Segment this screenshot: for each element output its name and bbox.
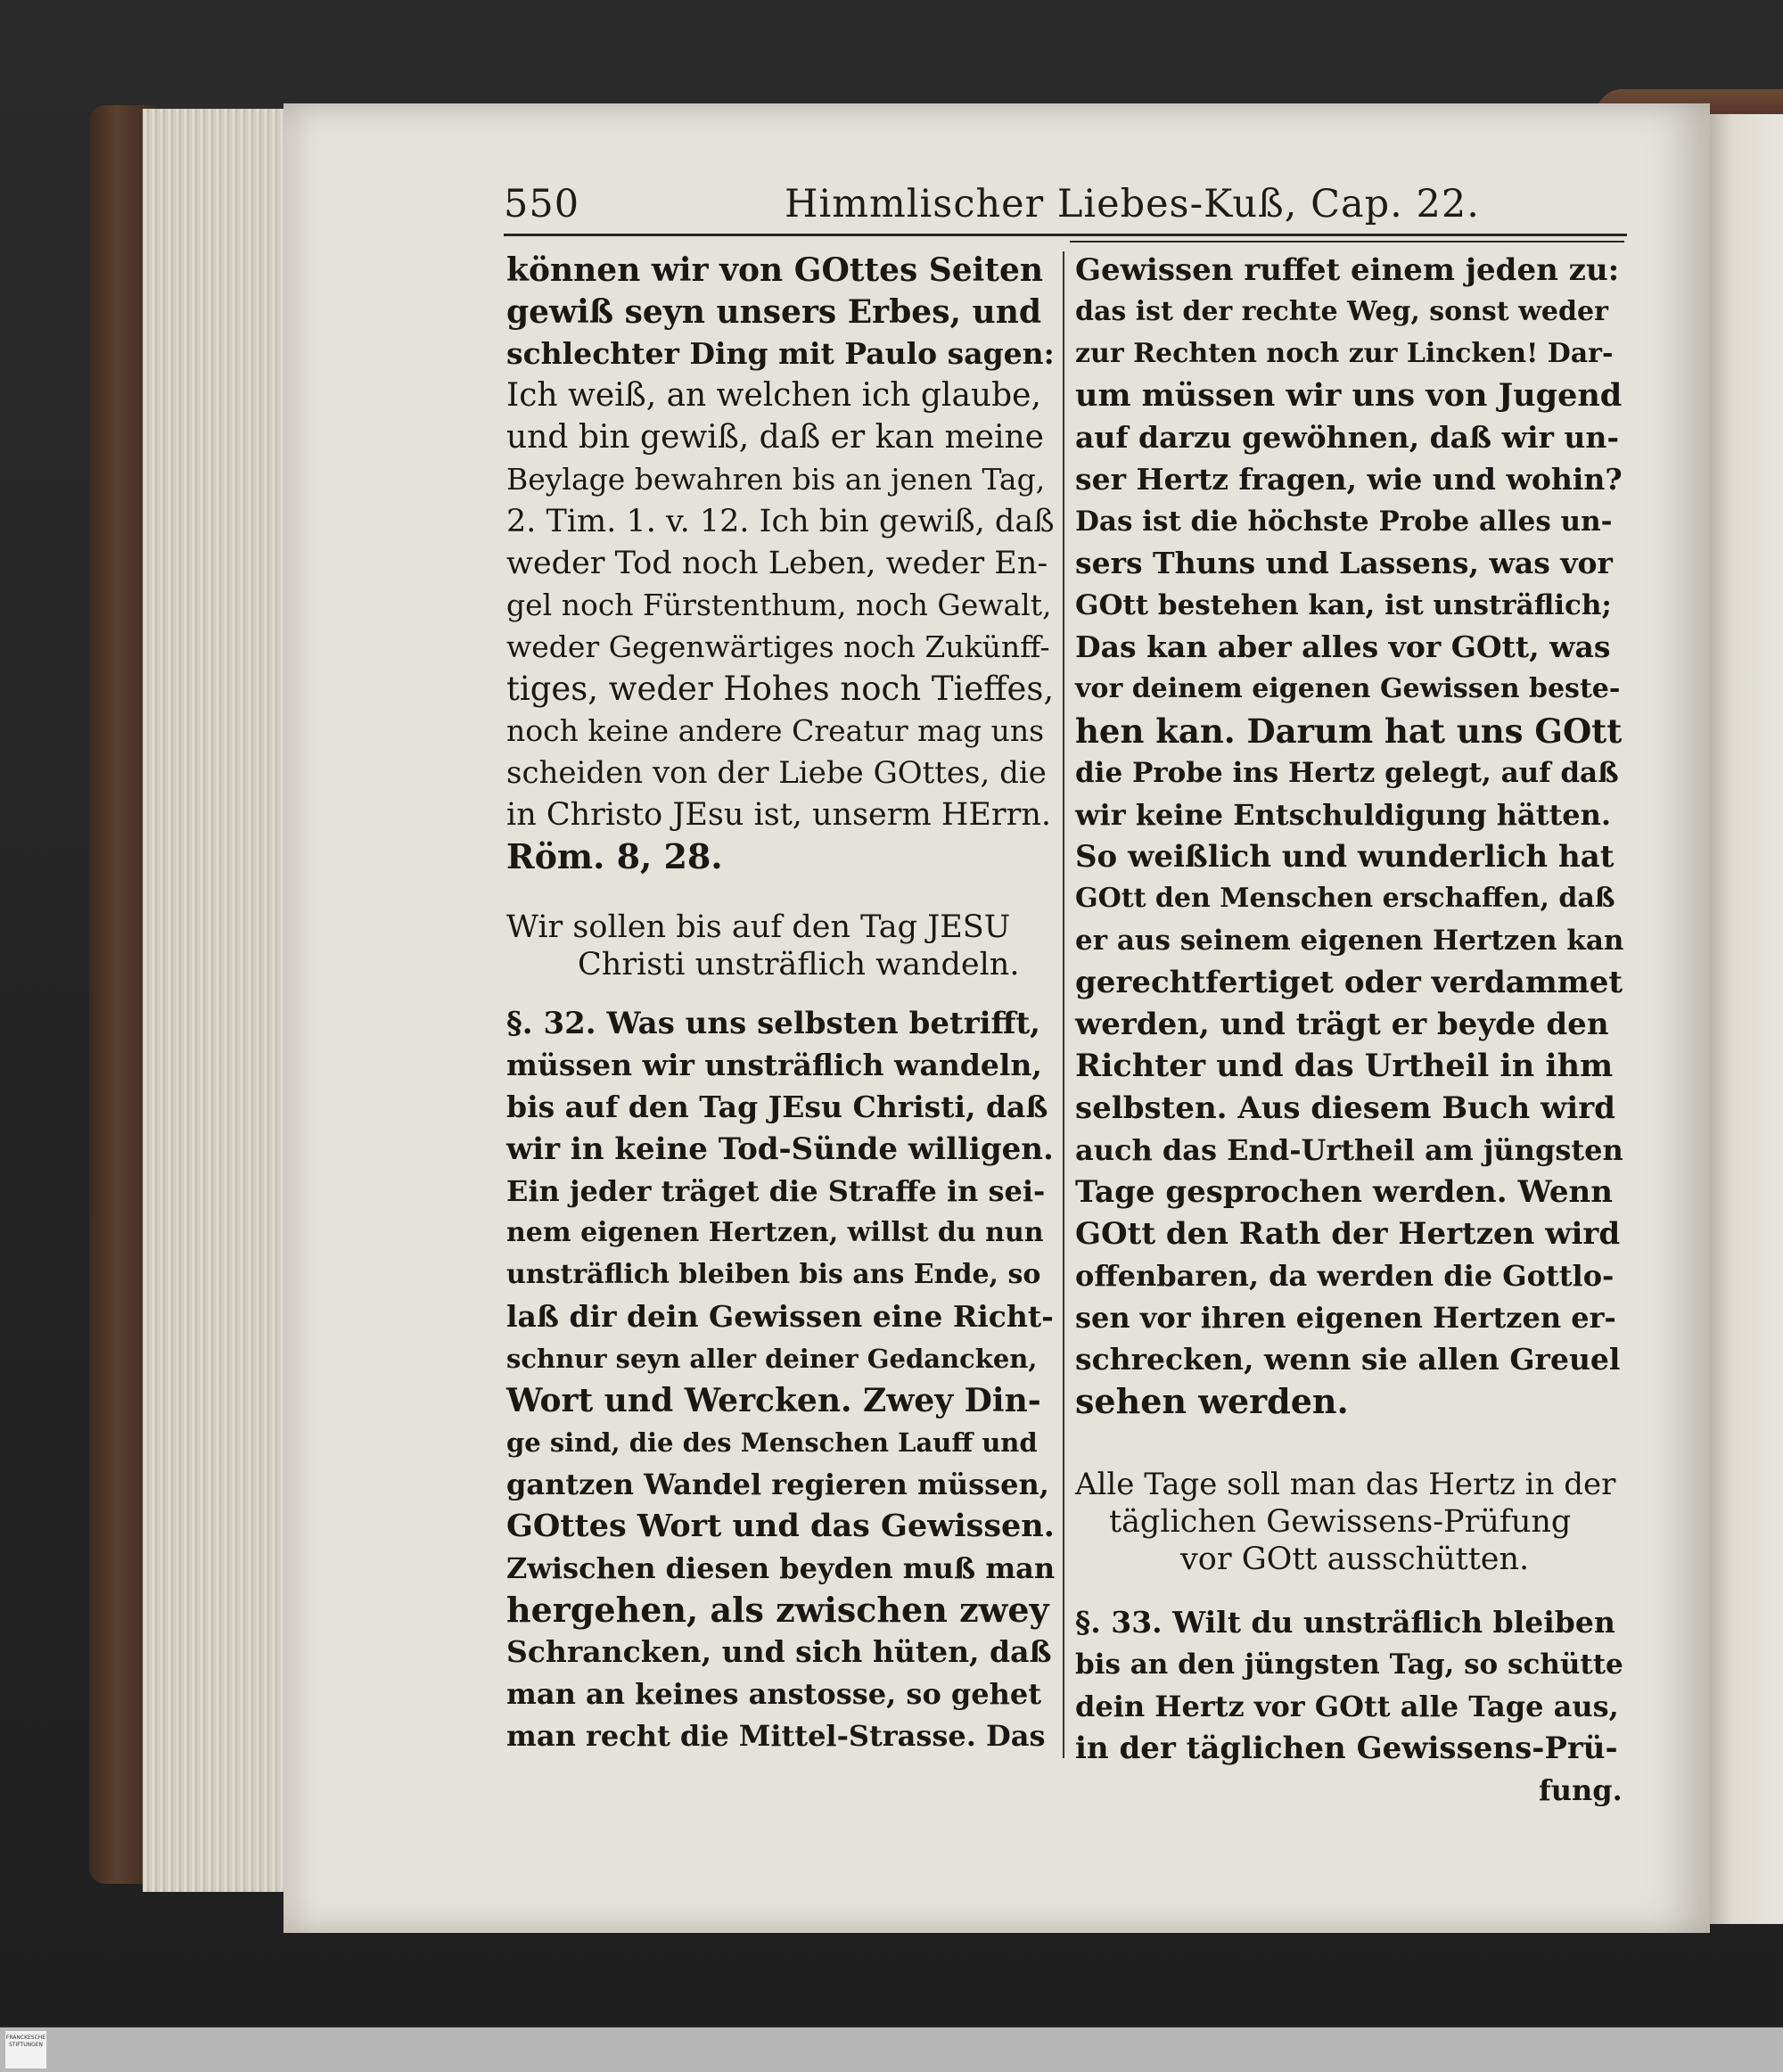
text-line: Tage gesprochen werden. Wenn	[1075, 1174, 1613, 1210]
text-line: bis an den jüngsten Tag, so schütte	[1075, 1649, 1623, 1681]
text-line: Wort und Wercken. Zwey Din-	[506, 1382, 1041, 1419]
text-line: gewiß seyn unsers Erbes, und	[506, 293, 1042, 331]
text-line: Das ist die höchste Probe alles un-	[1075, 506, 1613, 538]
text-line: und bin gewiß, daß er kan meine	[506, 419, 1044, 456]
text-line: weder Gegenwärtiges noch Zukünff-	[506, 629, 1050, 664]
text-line: gerechtfertiget oder verdammet	[1075, 965, 1623, 1000]
text-line: werden, und trägt er beyde den	[1075, 1007, 1609, 1042]
text-line: müssen wir unsträflich wandeln,	[506, 1048, 1042, 1082]
page-edges	[143, 109, 290, 1892]
text-line: man recht die Mittel-Strasse. Das	[506, 1719, 1046, 1753]
text-line: dein Hertz vor GOtt alle Tage aus,	[1075, 1690, 1619, 1723]
text-line: Ich weiß, an welchen ich glaube,	[506, 377, 1041, 414]
text-line: gantzen Wandel regieren müssen,	[506, 1468, 1049, 1501]
text-line: auf darzu gewöhnen, daß wir un-	[1075, 420, 1620, 455]
text-line: hen kan. Darum hat uns GOtt	[1075, 711, 1623, 751]
text-line: So weißlich und wunderlich hat	[1075, 839, 1615, 875]
right-column	[1075, 250, 1624, 1807]
text-line: scheiden von der Liebe GOttes, die	[506, 755, 1047, 791]
text-line: vor deinem eigenen Gewissen beste-	[1075, 673, 1621, 704]
text-line: GOtt den Menschen erschaffen, daß	[1075, 883, 1615, 914]
text-line: können wir von GOttes Seiten	[506, 251, 1044, 289]
left-column	[506, 250, 1055, 1765]
text-line: das ist der rechte Weg, sonst weder	[1075, 296, 1608, 327]
text-line: in Christo JEsu ist, unserm HErrn.	[506, 797, 1052, 833]
text-line: unsträflich bleiben bis ans Ende, so	[506, 1259, 1041, 1290]
text-line: er aus seinem eigenen Hertzen kan	[1075, 925, 1624, 957]
text-line: Zwischen diesen beyden muß man	[506, 1551, 1056, 1585]
text-line: selbsten. Aus diesem Buch wird	[1075, 1090, 1615, 1126]
text-line: sers Thuns und Lassens, was vor	[1075, 546, 1613, 580]
section-heading: Wir sollen bis auf den Tag JESU	[506, 909, 1011, 945]
text-line: ser Hertz fragen, wie und wohin?	[1075, 462, 1623, 497]
text-line: schrecken, wenn sie allen Greuel	[1075, 1342, 1621, 1377]
header-rule	[504, 234, 1627, 236]
text-line: hergehen, als zwischen zwey	[506, 1590, 1049, 1630]
text-line: bis auf den Tag JEsu Christi, daß	[506, 1089, 1048, 1124]
text-line: weder Tod noch Leben, weder En-	[506, 546, 1048, 581]
header-rule-secondary	[1070, 241, 1624, 243]
section-heading: täglichen Gewissens-Prüfung	[1109, 1504, 1572, 1540]
text-line: 2. Tim. 1. v. 12. Ich bin gewiß, daß	[506, 504, 1055, 539]
text-line: Gewissen ruffet einem jeden zu:	[1075, 252, 1620, 288]
text-line: schnur seyn aller deiner Gedancken,	[506, 1344, 1038, 1374]
text-line: um müssen wir uns von Jugend	[1075, 377, 1623, 414]
text-line: Das kan aber alles vor GOtt, was	[1075, 629, 1611, 664]
text-line: §. 32. Was uns selbsten betrifft,	[506, 1006, 1040, 1041]
catchword: fung.	[1539, 1773, 1623, 1807]
facing-page-edge	[1710, 114, 1783, 1924]
text-line: §. 33. Wilt du unsträflich bleiben	[1075, 1605, 1615, 1640]
library-logo: FRANCKESCHE STIFTUNGEN	[5, 2031, 46, 2068]
text-line: wir in keine Tod-Sünde willigen.	[506, 1131, 1054, 1167]
text-line: Schrancken, und sich hüten, daß	[506, 1634, 1052, 1669]
text-line: sehen werden.	[1075, 1381, 1349, 1421]
text-line: GOtt bestehen kan, ist unsträflich;	[1075, 589, 1612, 621]
column-divider	[1063, 251, 1064, 1758]
footer-bar	[0, 2027, 1783, 2072]
text-line: die Probe ins Hertz gelegt, auf daß	[1075, 757, 1619, 789]
text-line: schlechter Ding mit Paulo sagen:	[506, 336, 1055, 371]
text-line: Röm. 8, 28.	[506, 836, 723, 876]
text-line: sen vor ihren eigenen Hertzen er-	[1075, 1301, 1616, 1335]
section-heading: Christi unsträflich wandeln.	[578, 947, 1020, 983]
text-line: wir keine Entschuldigung hätten.	[1075, 798, 1612, 832]
text-line: GOttes Wort und das Gewissen.	[506, 1508, 1055, 1544]
text-line: man an keines anstosse, so gehet	[506, 1677, 1042, 1711]
text-line: auch das End-Urtheil am jüngsten	[1075, 1133, 1623, 1167]
text-line: Richter und das Urtheil in ihm	[1075, 1048, 1614, 1084]
text-line: in der täglichen Gewissens-Prü-	[1075, 1731, 1618, 1766]
text-line: laß dir dein Gewissen eine Richt-	[506, 1299, 1054, 1334]
page-number: 550	[504, 182, 580, 226]
running-title: Himmlischer Liebes-Kuß, Cap. 22.	[785, 182, 1480, 226]
text-line: GOtt den Rath der Hertzen wird	[1075, 1216, 1621, 1252]
text-line: ge sind, die des Menschen Lauff und	[506, 1427, 1038, 1458]
text-line: nem eigenen Hertzen, willst du nun	[506, 1217, 1044, 1248]
text-line: noch keine andere Creatur mag uns	[506, 713, 1045, 748]
text-line: Beylage bewahren bis an jenen Tag,	[506, 462, 1046, 497]
section-heading: vor GOtt ausschütten.	[1180, 1542, 1530, 1577]
text-line: gel noch Fürstenthum, noch Gewalt,	[506, 588, 1052, 622]
section-heading: Alle Tage soll man das Hertz in der	[1075, 1467, 1616, 1502]
text-line: tiges, weder Hohes noch Tieffes,	[506, 670, 1055, 708]
text-line: zur Rechten noch zur Lincken! Dar-	[1075, 338, 1614, 369]
text-line: Ein jeder träget die Straffe in sei-	[506, 1174, 1046, 1208]
text-line: offenbaren, da werden die Gottlo-	[1075, 1259, 1615, 1293]
